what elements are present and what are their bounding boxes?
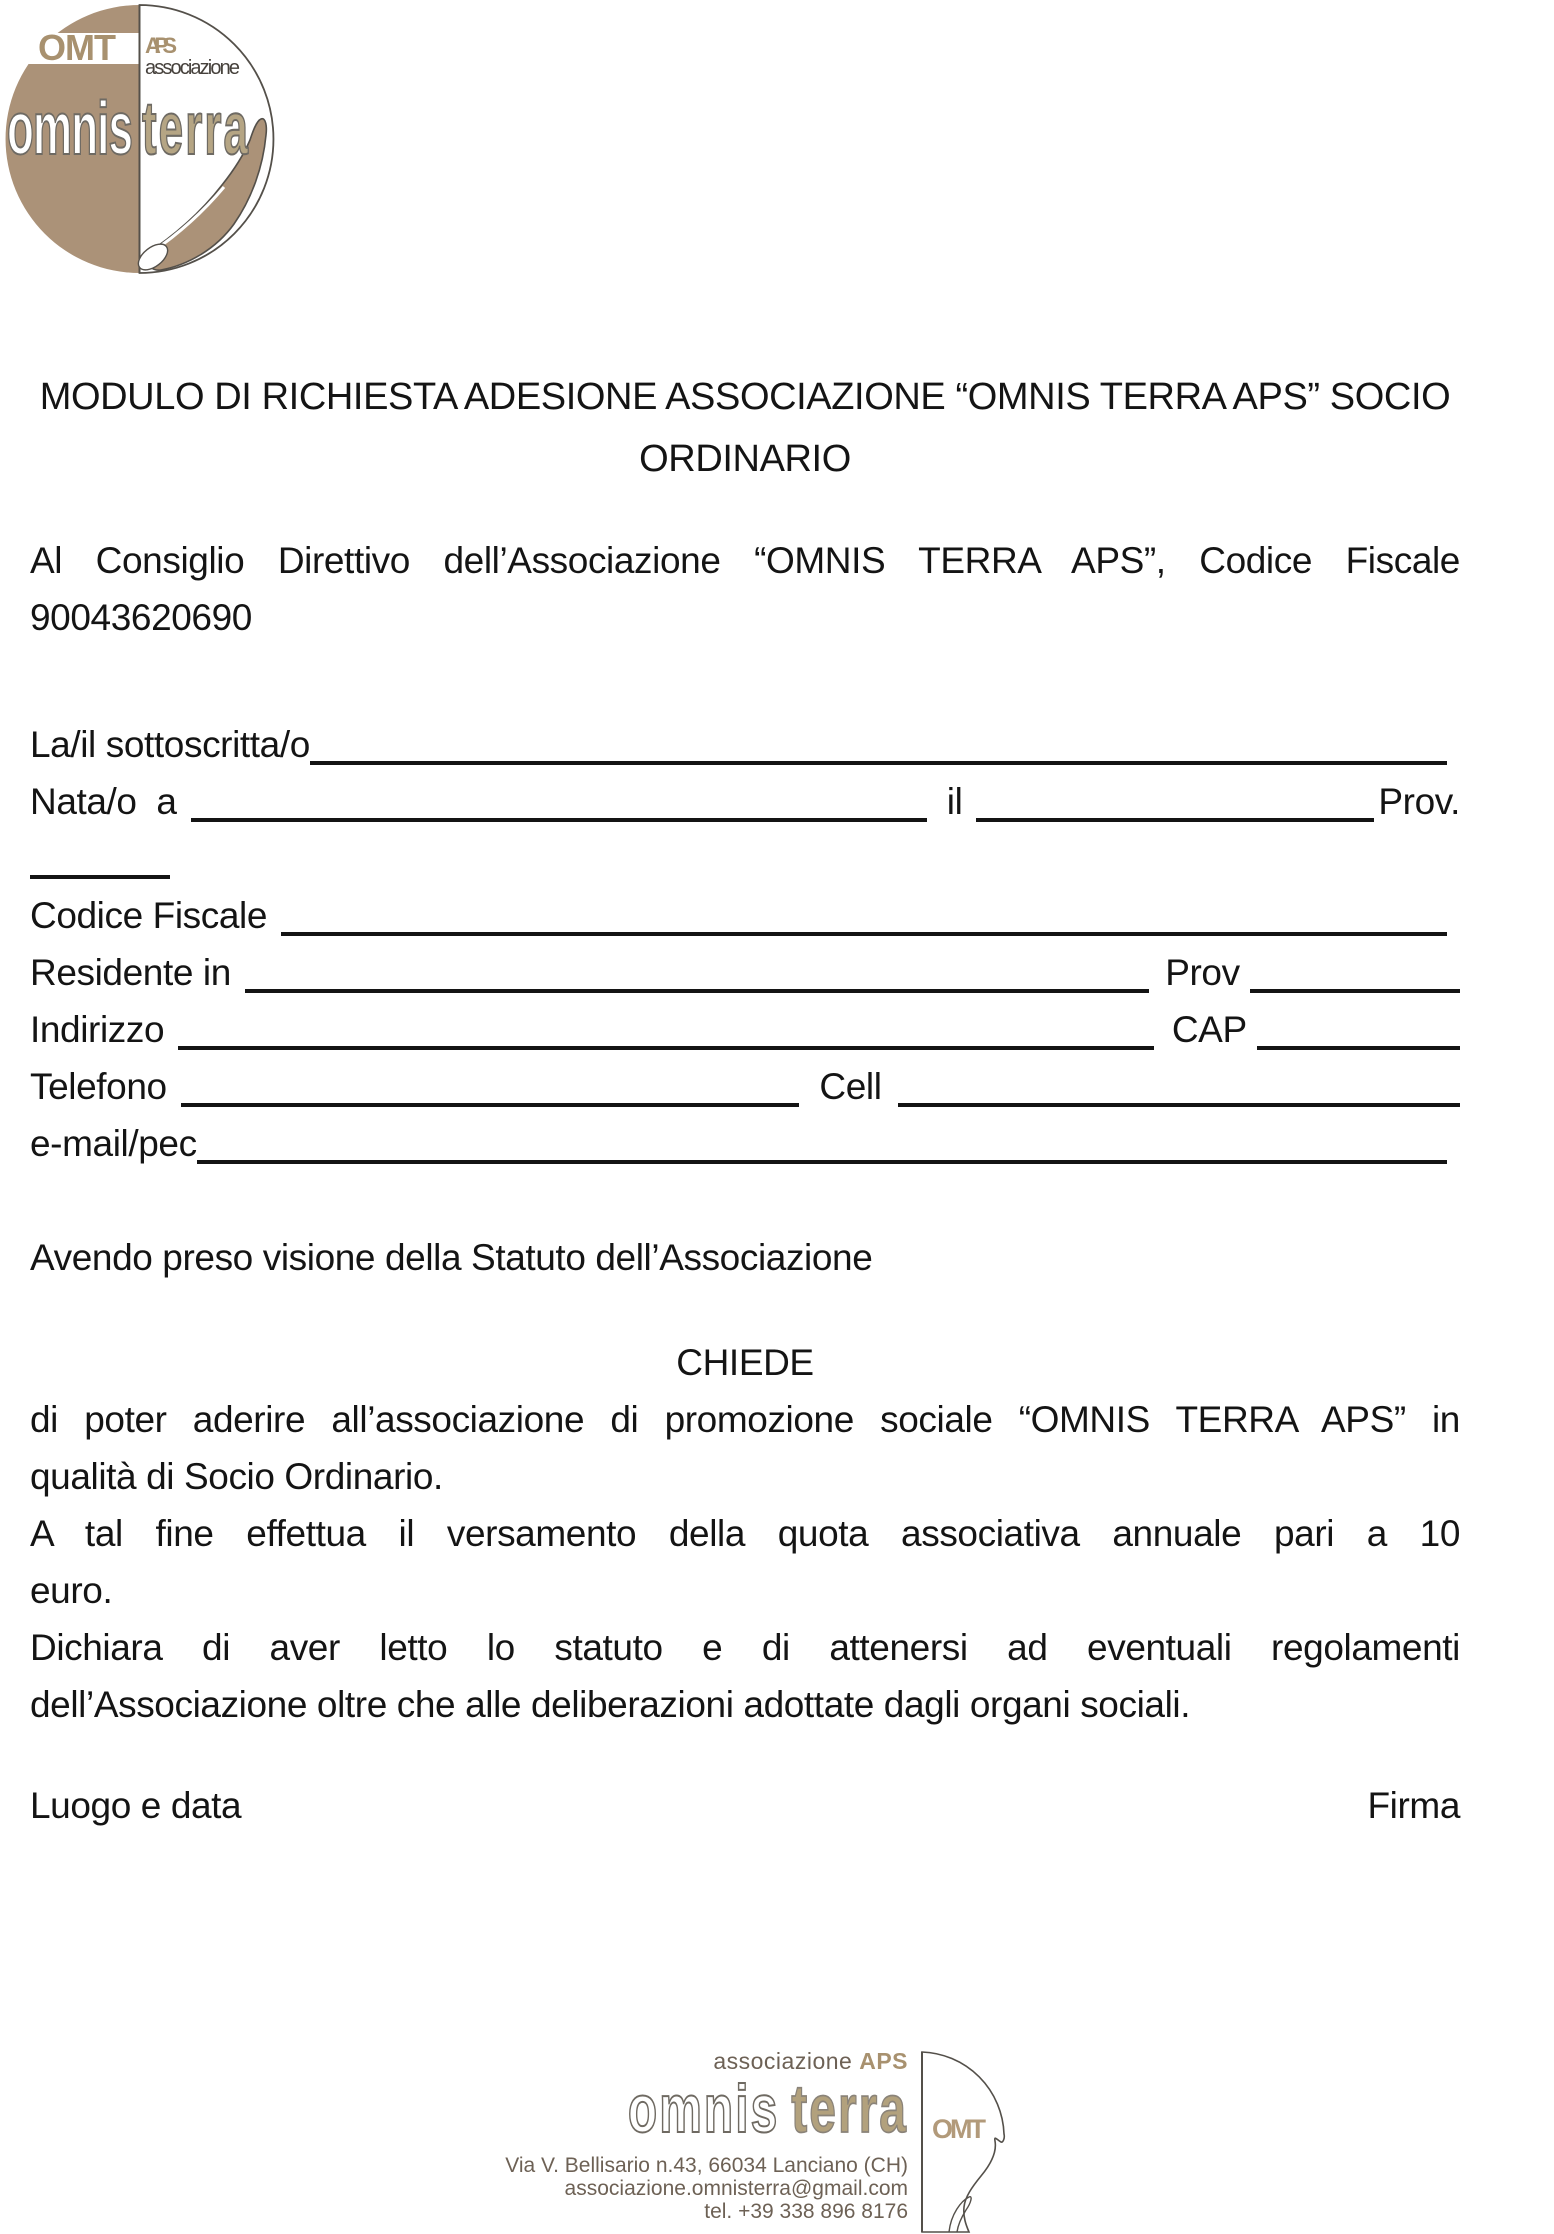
fee-line-1: A tal fine effettua il versamento della quota associativa annuale pari a 10 bbox=[30, 1513, 1460, 1554]
association-logo bbox=[2, 2, 278, 274]
email-blank-line bbox=[197, 1159, 1447, 1164]
request-line-1: di poter aderire all’associazione di promozione sociale “OMNIS TERRA APS” in bbox=[30, 1399, 1460, 1440]
fee-paragraph bbox=[30, 1505, 1488, 1619]
logo-aps-text: APS bbox=[145, 33, 177, 58]
logo-omnis-text: omnis bbox=[7, 86, 133, 172]
footer-association-line bbox=[713, 2048, 908, 2074]
sottoscritta-label: La/il sottoscritta/o bbox=[30, 724, 310, 765]
footer-associazione-text: associazione bbox=[713, 2048, 860, 2074]
cap-blank-line bbox=[1257, 1045, 1460, 1050]
footer-email-line: associazione.omnisterra@gmail.com bbox=[564, 2177, 908, 2200]
prov-dot-label: Prov. bbox=[1378, 781, 1460, 822]
form-row-sottoscritta bbox=[30, 716, 1460, 773]
form-row-nascita bbox=[30, 773, 1460, 830]
codice-fiscale-blank-line bbox=[281, 931, 1447, 936]
chiede-text: CHIEDE bbox=[676, 1342, 814, 1383]
il-label: il bbox=[946, 781, 963, 822]
form-row-indirizzo bbox=[30, 1001, 1460, 1058]
footer-phone-line: tel. +39 338 896 8176 bbox=[704, 2200, 908, 2223]
statement-line: Avendo preso visione della Statuto dell’Associazione bbox=[30, 1237, 873, 1278]
intro-line-1: Al Consiglio Direttivo dell’Associazione “OMNIS TERRA APS”, Codice Fiscale bbox=[30, 540, 1460, 581]
declaration-paragraph bbox=[30, 1619, 1488, 1733]
form-row-codice-fiscale bbox=[30, 887, 1460, 944]
data-nascita-blank-line bbox=[976, 817, 1374, 822]
footer-brand-wordmark bbox=[627, 2072, 908, 2148]
request-line-2: qualità di Socio Ordinario. bbox=[30, 1456, 443, 1497]
indirizzo-blank-line bbox=[178, 1045, 1154, 1050]
indirizzo-label: Indirizzo bbox=[30, 1009, 165, 1050]
logo-terra-text: terra bbox=[142, 86, 248, 172]
footer-terra-text: terra bbox=[791, 2072, 908, 2148]
form-row-email bbox=[30, 1115, 1460, 1172]
fee-line-2: euro. bbox=[30, 1570, 113, 1611]
logo-omt-text: OMT bbox=[38, 27, 116, 68]
footer-text-column bbox=[430, 2048, 908, 2223]
prov-blank-line bbox=[30, 874, 170, 879]
residenza-blank-line bbox=[245, 988, 1149, 993]
chiede-heading bbox=[30, 1334, 1488, 1391]
title-line-1: MODULO DI RICHIESTA ADESIONE ASSOCIAZIONE “OMNIS TERRA APS” SOCIO bbox=[39, 376, 1451, 418]
footer-hand-emblem bbox=[919, 2048, 1011, 2234]
sottoscritta-blank-line bbox=[310, 760, 1447, 765]
statement-paragraph bbox=[30, 1229, 1488, 1286]
nata-label: Nata/o a bbox=[30, 781, 177, 822]
footer-aps-text: APS bbox=[859, 2048, 908, 2074]
prov-value-blank-line bbox=[1250, 988, 1460, 993]
residente-label: Residente in bbox=[30, 952, 231, 993]
title-line-2: ORDINARIO bbox=[639, 438, 851, 480]
codice-fiscale-label: Codice Fiscale bbox=[30, 895, 268, 936]
document-title bbox=[30, 366, 1460, 490]
luogo-e-data-label: Luogo e data bbox=[30, 1785, 242, 1826]
email-label: e-mail/pec bbox=[30, 1123, 197, 1164]
telefono-label: Telefono bbox=[30, 1066, 167, 1107]
cell-blank-line bbox=[898, 1102, 1460, 1107]
logo-associazione-text: associazione bbox=[145, 57, 240, 79]
firma-label: Firma bbox=[1367, 1785, 1460, 1826]
footer-address-block bbox=[505, 2154, 908, 2223]
intro-paragraph bbox=[30, 532, 1488, 646]
intro-line-2: 90043620690 bbox=[30, 597, 252, 638]
luogo-nascita-blank-line bbox=[191, 817, 927, 822]
footer-address-line: Via V. Bellisario n.43, 66034 Lanciano (CH) bbox=[505, 2154, 908, 2177]
form-row-prov-continuation bbox=[30, 830, 1460, 887]
form-fields bbox=[30, 716, 1460, 1172]
telefono-blank-line bbox=[181, 1102, 800, 1107]
prov-label: Prov bbox=[1165, 952, 1240, 993]
request-paragraph bbox=[30, 1391, 1488, 1505]
cell-label: Cell bbox=[819, 1066, 882, 1107]
declaration-line-2: dell’Associazione oltre che alle deliberazioni adottate dagli organi sociali. bbox=[30, 1684, 1191, 1725]
form-row-telefono bbox=[30, 1058, 1460, 1115]
declaration-line-1: Dichiara di aver letto lo statuto e di attenersi ad eventuali regolamenti bbox=[30, 1627, 1460, 1668]
footer-omnis-text: omnis bbox=[627, 2072, 780, 2148]
cap-label: CAP bbox=[1171, 1009, 1247, 1050]
form-row-residenza bbox=[30, 944, 1460, 1001]
signature-row bbox=[30, 1777, 1554, 1834]
footer-omt-text: OMT bbox=[932, 2114, 986, 2144]
footer-logo-block bbox=[430, 2048, 1011, 2234]
